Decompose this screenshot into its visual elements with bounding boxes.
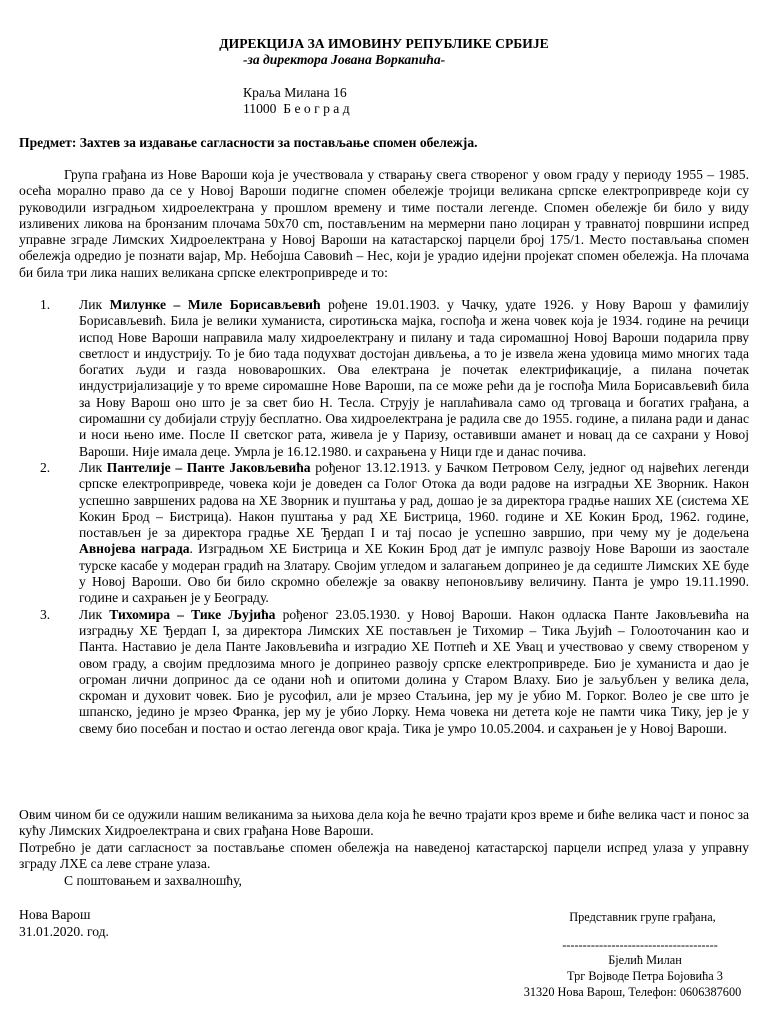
signature-role: Представник групе грађана, [569,910,716,924]
list-item-text: рођене 19.01.1903. у Чачку, удате 1926. у Нову Варош у фамилију Борисављевић. Била је велики хуманиста, сиротињска мајка, госпођа и жена човек која је 1934. године на речици испод Нове Вароши направила малу хидроелектрану и пилану и тада сиромашној Новој Вароши подарила прву светлост и индустрију. То је био тада подухват достојан дивљења, а то је извела жена удовица мимо многих тада богатих људи и газда нововарошких. Ова електрана је почетак електрификације, а пилана почетак индустријализације у то време сиромашне Нове Вароши, па се може рећи да је госпођа Мила Борисављевић била за Нову Варош оно што је за свет био Н. Тесла. Струју је наплаћивала само од трговаца и богатих грађана, а сиромашни су добијали струју бесплатно. Ова хидроелектрана је радила све до 1955. године, а пилана ради и данас и носи њено име. После II светског рата, живела је у Паризу, оставивши аманет и новац да се сахрани у Новој Вароши. Није имала деце. Умрла је 16.12.1980. и сахрањена у Ници где и данас почива. [79,297,749,459]
list-item-text-continued: . Изградњом ХЕ Бистрица и ХЕ Кокин Брод дат је импулс развоју Нове Вароши из заостале турске касабе у модеран градић на Златару. Својим угледом и залагањем допринео је да седиште Лимских ХЕ буде у Новој Вароши. Ово би било скромно обележје за овакву непоновљиву величину. Панта је умро 19.11.1990. године и сахрањен је у Београду. [79,541,749,606]
list-item-number: 1. [40,297,51,312]
list-item-prefix: Лик [79,606,110,622]
closing-paragraph-2: Потребно је дати сагласност за постављање спомен обележја на наведеној катастарској парцели испред улаза у управну зграду ЛХЕ са леве стране улаза. [19,840,749,872]
honoree-name: Милунке – Миле Борисављевић [109,297,321,312]
honoree-name: Пантелије – Панте Јаковљевића [106,459,311,475]
list-item-prefix: Лик [79,297,110,312]
honoree-name: Тихомира – Тике Љујића [109,606,276,622]
address-city: 11000 Б е о г р а д [243,101,350,116]
list-item-text: рођеног 23.05.1930. у Новој Вароши. Након одласка Панте Јаковљевића на изградњу ХЕ Ђердап I, за директора Лимских ХЕ постављен је Тихомир – Тика Љујић – Голооточанин као и Панта. Наставио је дела Панте Јаковљевића и изградио ХЕ Потпећ и ХЕ Увац и учествовао у свему створеном у овом граду, а својим предлозима много је допринео развоју српске електропривреде. Био је хуманиста и дао је огроман лични допринос да се одани ноћ и опитоми долина у Старом Влаху. Био је заљубљен у велика дела, скроман и духовит човек. Био је русофил, али је мрзео Стаљина, јер му је убио М. Горког. Волео је све што је шпанско, једино је мрзео Франка, јер му је убио Лорку. Нема човека ни детета које не памти чика Тику, јер је у свему био посебан и постао и остао легенда овог краја. Тика је умро 10.05.2004. и сахрањен је у Новој Вароши. [79,606,750,736]
subject-line: Предмет: Захтев за издавање сагласности за постављање спомен обележја. [19,135,478,150]
honoree-list [19,297,749,737]
list-item [19,460,749,607]
date-label: 31.01.2020. год. [19,924,109,939]
signature-name: Бјелић Милан [608,953,682,967]
intro-paragraph: Група грађана из Нове Вароши која је учествовала у стварању свега створеног у овом граду у периоду 1955 – 1985. осећа морално право да се у Новој Вароши подигне спомен обележје тројици великана српске електропривреде који су руководили изградњом хидроелектрана у прошлом времену и тиме постали легенде. Спомен обележје би било у виду изливених ликова на бронзаним плочама 50х70 cm, постављеним на мермерни пано лоциран у травнатој површини испред управне зграде Лимских Хидроелектрана у Новој Вароши на катастарској парцели број 175/1. Место постављања спомен обележја одредио је познати вајар, Мр. Небојша Савовић – Нес, који је урадио идејни пројекат спомен обележја. На плочама би била три лика наших великана српске електропривреде и то: [19,167,749,280]
list-item-number: 2. [40,459,51,475]
document-recipient: -за директора Јована Воркапића- [243,52,446,67]
list-item-text: рођеног 13.12.1913. у Бачком Петровом Селу, једног од највећих легенди српске електропривреде, човека који је доведен са Голог Отока да води радове на изградњи ХЕ Зворник. Након успешно завршених радова на ХЕ Зворник и пуштања у рад, дошао је за директора градње наших ХЕ (система ХЕ Кокин Брод – Бистрица). Након пуштања у рад ХЕ Бистрица, 1960. године и ХЕ Кокин Брод, 1962. године, постављен је за директора градње ХЕ Ђердап I и тај посао је успешно завршио, при чему му је додељена [79,459,749,541]
regards-line: С поштовањем и захвалношћу, [64,873,242,888]
place-label: Нова Варош [19,907,91,922]
document-title: ДИРЕКЦИЈА ЗА ИМОВИНУ РЕПУБЛИКЕ СРБИЈЕ [219,36,549,51]
list-item-number: 3. [40,606,51,622]
list-item [19,607,749,737]
list-item [19,297,749,460]
list-item-prefix: Лик [79,459,107,475]
signature-line: -------------------------------------- [562,938,718,952]
address-street: Краља Милана 16 [243,85,347,100]
award-name: Авнојева награда [79,541,190,557]
signature-address: Трг Војводе Петра Бојовића 3 [567,969,723,983]
closing-paragraph-1: Овим чином би се одужили нашим великанима за њихова дела која ће вечно трајати кроз време и биће велика част и понос за кућу Лимских Хидроелектрана и свих грађана Нове Вароши. [19,807,749,839]
signature-contact: 31320 Нова Варош, Телефон: 0606387600 [523,985,742,999]
